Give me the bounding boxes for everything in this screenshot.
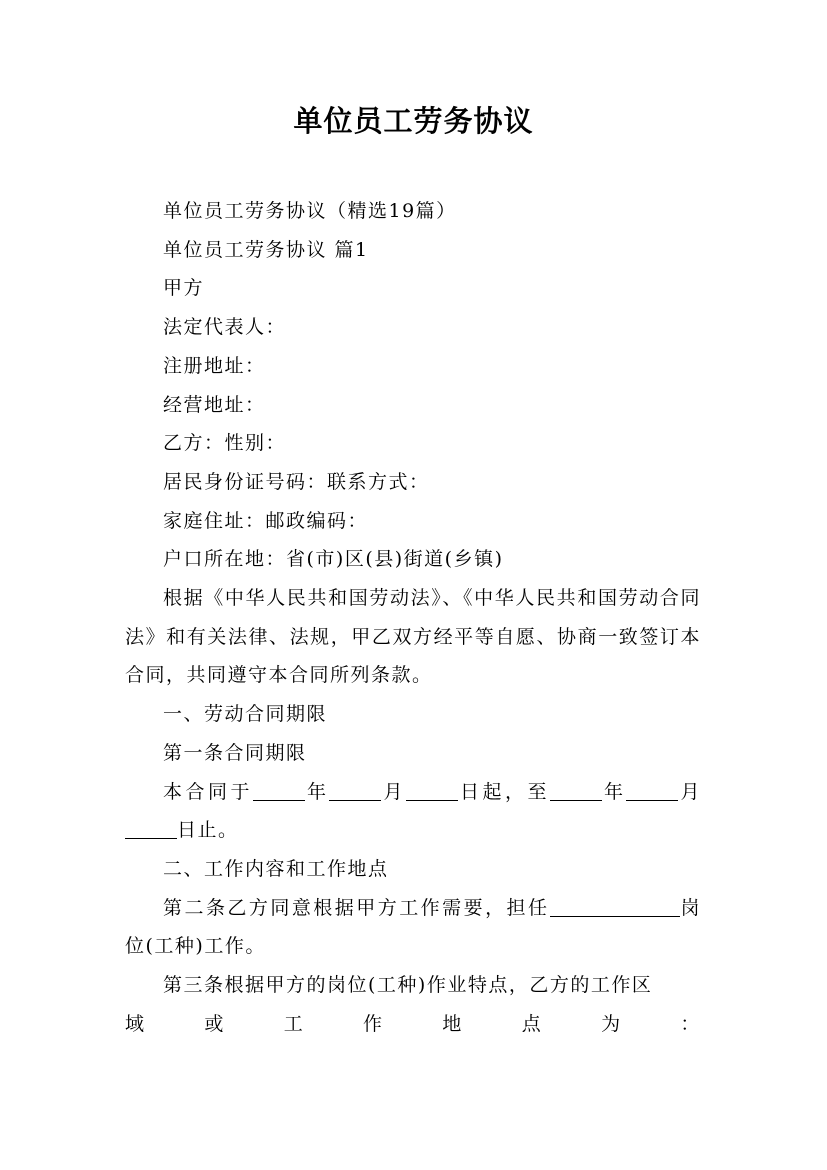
document-title: 单位员工劳务协议 <box>293 104 534 138</box>
party-b-field: 乙方：性别： <box>163 432 287 455</box>
article-3-tail-line <box>125 1005 701 1044</box>
blank-line <box>626 779 678 801</box>
id-contact-field: 居民身份证号码：联系方式： <box>163 470 430 493</box>
term-month2-text: 月 <box>678 780 701 803</box>
article-2-paragraph <box>125 889 701 966</box>
term-start-text: 本合同于 <box>163 780 253 803</box>
document-body <box>125 192 701 1043</box>
subtitle-line: 单位员工劳务协议（精选19篇） <box>163 200 457 222</box>
article-2-text: 第二条乙方同意根据甲方工作需要，担任 <box>163 896 550 919</box>
term-from-text: 日起，至 <box>457 780 550 803</box>
term-end-text: 日止。 <box>177 819 239 842</box>
blank-line <box>550 895 680 917</box>
blank-line <box>253 779 305 801</box>
article-1-heading: 第一条合同期限 <box>163 741 307 764</box>
article-3-char: ： <box>680 1012 701 1035</box>
article-3-char: 地 <box>442 1012 463 1035</box>
legal-rep-field: 法定代表人： <box>163 316 287 339</box>
section-2-heading: 二、工作内容和工作地点 <box>163 857 389 880</box>
basis-paragraph: 根据《中华人民共和国劳动法》、《中华人民共和国劳动合同法》和有关法律、法规，甲乙双方经平等自愿、协商一致签订本合同，共同遵守本合同所列条款。 <box>125 587 701 687</box>
term-year2-text: 年 <box>601 780 627 803</box>
article-3-char: 作 <box>363 1012 384 1035</box>
hukou-field: 户口所在地：省(市)区(县)街道(乡镇) <box>163 548 504 571</box>
article-3-char: 域 <box>125 1012 146 1035</box>
article-3-char: 为 <box>601 1012 622 1035</box>
home-postal-field: 家庭住址：邮政编码： <box>163 509 369 532</box>
blank-line <box>125 817 177 839</box>
section-1-heading: 一、劳动合同期限 <box>163 703 328 726</box>
chapter-heading: 单位员工劳务协议 篇1 <box>163 238 369 261</box>
term-month-text: 月 <box>381 780 406 803</box>
biz-address-field: 经营地址： <box>163 393 266 416</box>
article-3-char: 点 <box>521 1012 543 1035</box>
term-paragraph <box>125 773 701 850</box>
blank-line <box>406 779 458 801</box>
term-year-text: 年 <box>304 780 330 803</box>
article-3-char: 工 <box>283 1012 305 1035</box>
party-a-label: 甲方 <box>163 277 205 300</box>
article-2-tail-text: 岗位(工种)工作。 <box>125 896 701 958</box>
article-3-paragraph: 第三条根据甲方的岗位(工种)作业特点，乙方的工作区 <box>163 974 653 997</box>
article-3-char: 或 <box>204 1012 225 1035</box>
blank-line <box>550 779 602 801</box>
blank-line <box>329 779 381 801</box>
reg-address-field: 注册地址： <box>163 354 266 377</box>
